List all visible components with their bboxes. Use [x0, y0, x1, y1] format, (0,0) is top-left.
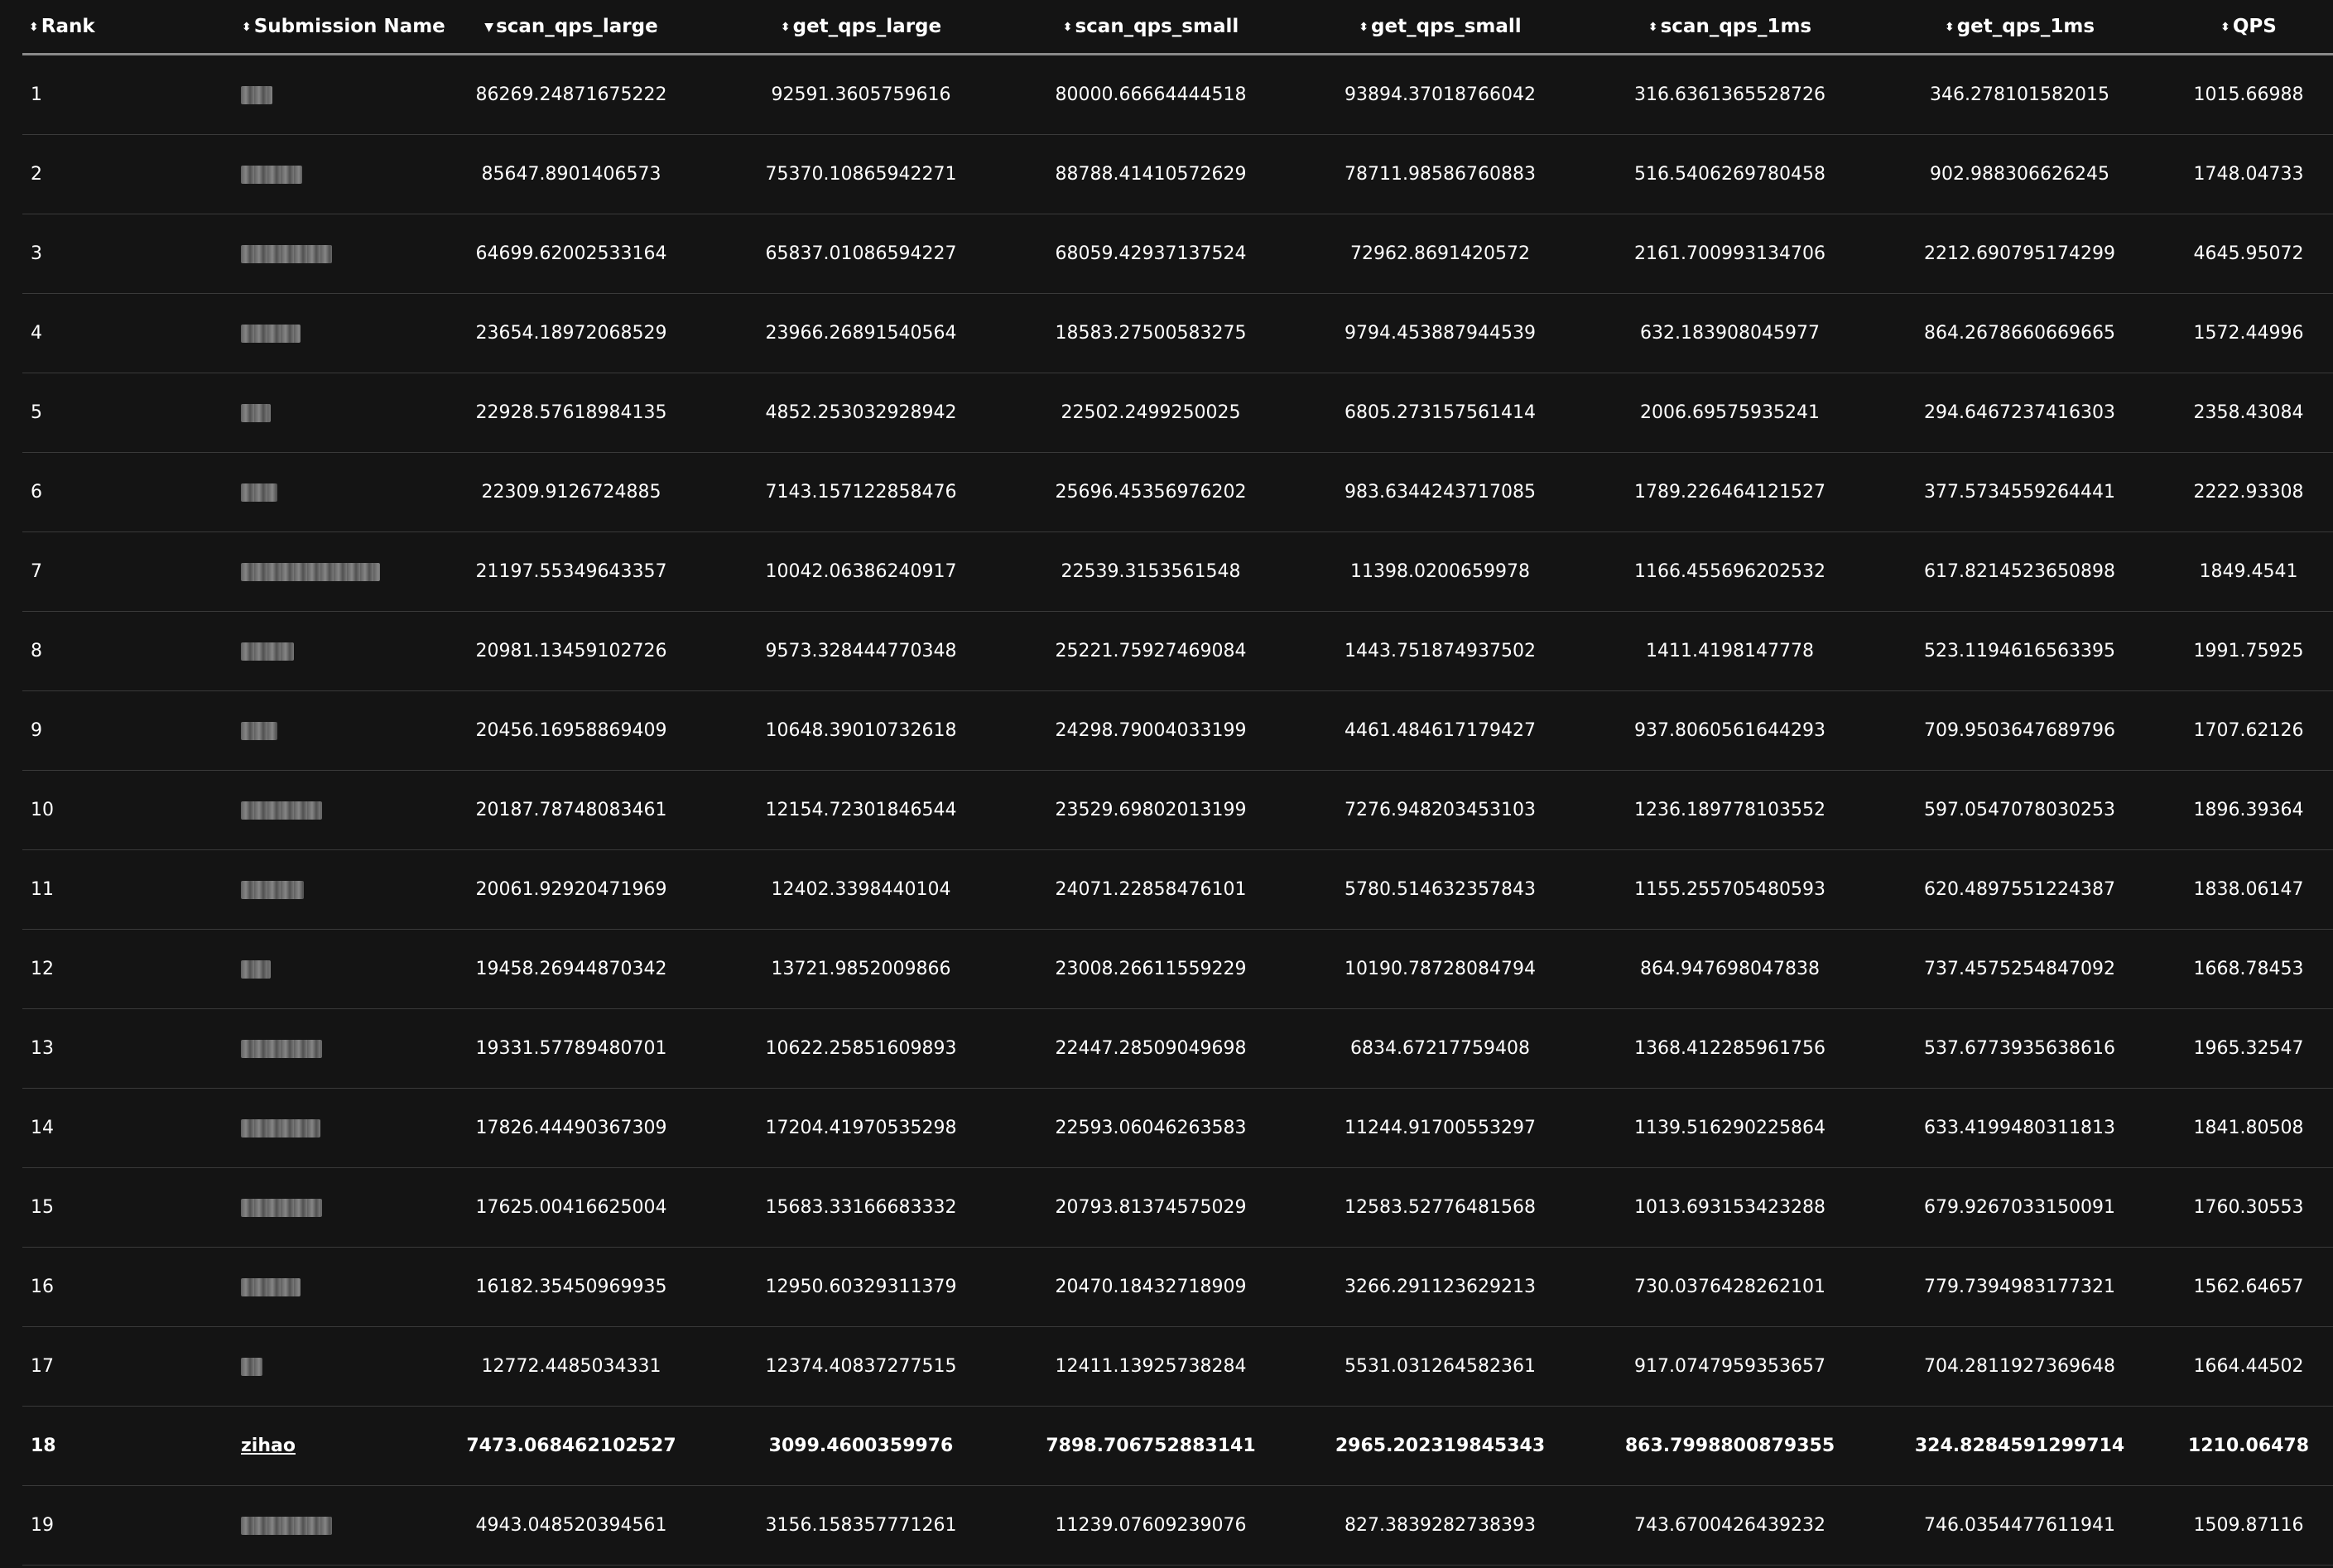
get-qps-1ms-cell: 779.7394983177321 — [1875, 1248, 2164, 1327]
table-row — [22, 55, 2333, 135]
rank-cell: 13 — [22, 1009, 128, 1089]
scan-qps-large-cell: 4943.048520394561 — [426, 1486, 716, 1566]
get-qps-large-cell: 13721.9852009866 — [716, 930, 1006, 1009]
column-header-get-qps-small[interactable] — [1296, 0, 1585, 55]
get-qps-1ms-cell: 679.9267033150091 — [1875, 1168, 2164, 1248]
scan-qps-large-cell: 64699.62002533164 — [426, 214, 716, 294]
get-qps-1ms-cell: 746.0354477611941 — [1875, 1486, 2164, 1566]
scan-qps-1ms-cell: 864.947698047838 — [1585, 930, 1875, 1009]
qps-cell: 1015.66988 — [2164, 55, 2333, 135]
rank-cell: 8 — [22, 612, 128, 691]
rank-cell: 7 — [22, 532, 128, 612]
sort-desc-icon: ▼ — [484, 21, 494, 34]
sort-both-icon: ⬍ — [1648, 21, 1658, 34]
column-header-scan-qps-1ms[interactable] — [1585, 0, 1875, 55]
sort-both-icon: ⬍ — [1359, 21, 1369, 34]
sort-both-icon: ⬍ — [29, 21, 39, 34]
qps-cell: 1664.44502 — [2164, 1327, 2333, 1407]
redacted-name — [241, 404, 271, 422]
scan-qps-1ms-cell: 1013.693153423288 — [1585, 1168, 1875, 1248]
get-qps-1ms-cell: 633.4199480311813 — [1875, 1089, 2164, 1168]
scan-qps-1ms-cell: 2006.69575935241 — [1585, 373, 1875, 453]
get-qps-small-cell: 983.6344243717085 — [1296, 453, 1585, 532]
rank-cell: 1 — [22, 55, 128, 135]
get-qps-small-cell: 827.3839282738393 — [1296, 1486, 1585, 1566]
get-qps-small-cell: 93894.37018766042 — [1296, 55, 1585, 135]
qps-cell: 1965.32547 — [2164, 1009, 2333, 1089]
column-header-get-qps-1ms[interactable] — [1875, 0, 2164, 55]
redacted-name — [241, 1040, 322, 1058]
get-qps-1ms-cell: 537.6773935638616 — [1875, 1009, 2164, 1089]
get-qps-large-cell: 12374.40837277515 — [716, 1327, 1006, 1407]
qps-cell: 1668.78453 — [2164, 930, 2333, 1009]
redacted-name — [241, 563, 380, 581]
get-qps-large-cell: 7143.157122858476 — [716, 453, 1006, 532]
table-row — [22, 214, 2333, 294]
qps-cell: 4645.95072 — [2164, 214, 2333, 294]
sort-both-icon: ⬍ — [780, 21, 791, 34]
scan-qps-small-cell: 23529.69802013199 — [1006, 771, 1296, 850]
get-qps-1ms-cell: 294.6467237416303 — [1875, 373, 2164, 453]
redacted-name — [241, 960, 271, 979]
table-row — [22, 930, 2333, 1009]
column-header-scan-qps-large[interactable] — [426, 0, 716, 55]
scan-qps-1ms-cell: 730.0376428262101 — [1585, 1248, 1875, 1327]
scan-qps-1ms-cell: 516.5406269780458 — [1585, 135, 1875, 214]
scan-qps-small-cell: 24071.22858476101 — [1006, 850, 1296, 930]
scan-qps-1ms-cell: 1166.455696202532 — [1585, 532, 1875, 612]
rank-cell: 10 — [22, 771, 128, 850]
get-qps-large-cell: 75370.10865942271 — [716, 135, 1006, 214]
get-qps-1ms-cell: 597.0547078030253 — [1875, 771, 2164, 850]
get-qps-large-cell: 12950.60329311379 — [716, 1248, 1006, 1327]
redacted-name — [241, 722, 277, 740]
table-row — [22, 612, 2333, 691]
scan-qps-1ms-cell: 1139.516290225864 — [1585, 1089, 1875, 1168]
get-qps-large-cell: 9573.328444770348 — [716, 612, 1006, 691]
rank-cell: 19 — [22, 1486, 128, 1566]
submission-name-cell — [128, 532, 426, 612]
table-row — [22, 691, 2333, 771]
header-row — [22, 0, 2333, 55]
column-header-label: get_qps_1ms — [1956, 16, 2095, 37]
qps-cell: 1707.62126 — [2164, 691, 2333, 771]
column-header-rank[interactable] — [22, 0, 128, 55]
qps-cell: 1896.39364 — [2164, 771, 2333, 850]
sort-both-icon: ⬍ — [2220, 21, 2230, 34]
redacted-name — [241, 801, 322, 820]
scan-qps-small-cell: 24298.79004033199 — [1006, 691, 1296, 771]
qps-cell: 1509.87116 — [2164, 1486, 2333, 1566]
submission-name-cell — [128, 135, 426, 214]
redacted-name — [241, 1278, 301, 1296]
table-row — [22, 1089, 2333, 1168]
get-qps-small-cell: 7276.948203453103 — [1296, 771, 1585, 850]
column-header-scan-qps-small[interactable] — [1006, 0, 1296, 55]
get-qps-1ms-cell: 902.988306626245 — [1875, 135, 2164, 214]
scan-qps-small-cell: 7898.706752883141 — [1006, 1407, 1296, 1486]
redacted-name — [241, 325, 301, 343]
rank-cell: 2 — [22, 135, 128, 214]
submission-name-cell — [128, 1089, 426, 1168]
get-qps-1ms-cell: 704.2811927369648 — [1875, 1327, 2164, 1407]
qps-cell: 1572.44996 — [2164, 294, 2333, 373]
rank-cell: 12 — [22, 930, 128, 1009]
get-qps-1ms-cell: 709.9503647689796 — [1875, 691, 2164, 771]
redacted-name — [241, 881, 304, 899]
sort-both-icon: ⬍ — [1062, 21, 1073, 34]
get-qps-small-cell: 5531.031264582361 — [1296, 1327, 1585, 1407]
column-header-label: get_qps_large — [792, 16, 942, 37]
table-row — [22, 1486, 2333, 1566]
scan-qps-small-cell: 23008.26611559229 — [1006, 930, 1296, 1009]
scan-qps-1ms-cell: 743.6700426439232 — [1585, 1486, 1875, 1566]
scan-qps-large-cell: 17625.00416625004 — [426, 1168, 716, 1248]
qps-cell: 1841.80508 — [2164, 1089, 2333, 1168]
qps-cell: 2358.43084 — [2164, 373, 2333, 453]
scan-qps-large-cell: 22928.57618984135 — [426, 373, 716, 453]
scan-qps-small-cell: 11239.07609239076 — [1006, 1486, 1296, 1566]
scan-qps-small-cell: 22447.28509049698 — [1006, 1009, 1296, 1089]
table-row — [22, 373, 2333, 453]
scan-qps-small-cell: 22539.3153561548 — [1006, 532, 1296, 612]
submission-name-cell — [128, 453, 426, 532]
rank-cell: 9 — [22, 691, 128, 771]
scan-qps-large-cell: 21197.55349643357 — [426, 532, 716, 612]
submission-name-cell — [128, 1168, 426, 1248]
column-header-label: scan_qps_1ms — [1660, 16, 1812, 37]
get-qps-small-cell: 78711.98586760883 — [1296, 135, 1585, 214]
scan-qps-large-cell: 20981.13459102726 — [426, 612, 716, 691]
redacted-name — [241, 1358, 262, 1376]
redacted-name — [241, 1199, 322, 1217]
get-qps-small-cell: 1443.751874937502 — [1296, 612, 1585, 691]
rank-cell: 18 — [22, 1407, 128, 1486]
scan-qps-large-cell: 12772.4485034331 — [426, 1327, 716, 1407]
scan-qps-1ms-cell: 1155.255705480593 — [1585, 850, 1875, 930]
qps-cell: 1760.30553 — [2164, 1168, 2333, 1248]
rank-cell: 14 — [22, 1089, 128, 1168]
submission-link[interactable]: zihao — [241, 1436, 296, 1456]
scan-qps-large-cell: 16182.35450969935 — [426, 1248, 716, 1327]
get-qps-small-cell: 5780.514632357843 — [1296, 850, 1585, 930]
scan-qps-large-cell: 85647.8901406573 — [426, 135, 716, 214]
rank-cell: 16 — [22, 1248, 128, 1327]
get-qps-large-cell: 10648.39010732618 — [716, 691, 1006, 771]
scan-qps-1ms-cell: 1368.412285961756 — [1585, 1009, 1875, 1089]
scan-qps-small-cell: 20470.18432718909 — [1006, 1248, 1296, 1327]
scan-qps-small-cell: 18583.27500583275 — [1006, 294, 1296, 373]
table-row — [22, 1327, 2333, 1407]
table-row — [22, 771, 2333, 850]
qps-cell: 1991.75925 — [2164, 612, 2333, 691]
leaderboard-table — [22, 0, 2333, 1566]
rank-cell: 5 — [22, 373, 128, 453]
submission-name-cell — [128, 691, 426, 771]
get-qps-small-cell: 3266.291123629213 — [1296, 1248, 1585, 1327]
column-header-label: scan_qps_large — [496, 16, 658, 37]
table-row — [22, 1168, 2333, 1248]
redacted-name — [241, 86, 272, 104]
rank-cell: 11 — [22, 850, 128, 930]
column-header-label: QPS — [2232, 16, 2277, 37]
scan-qps-large-cell: 7473.068462102527 — [426, 1407, 716, 1486]
rank-cell: 4 — [22, 294, 128, 373]
scan-qps-1ms-cell: 937.8060561644293 — [1585, 691, 1875, 771]
column-header-name[interactable] — [128, 0, 445, 55]
get-qps-small-cell: 11398.0200659978 — [1296, 532, 1585, 612]
submission-name-cell — [128, 294, 426, 373]
rank-cell: 15 — [22, 1168, 128, 1248]
column-header-get-qps-large[interactable] — [716, 0, 1006, 55]
get-qps-large-cell: 12154.72301846544 — [716, 771, 1006, 850]
scan-qps-1ms-cell: 2161.700993134706 — [1585, 214, 1875, 294]
get-qps-large-cell: 65837.01086594227 — [716, 214, 1006, 294]
scan-qps-1ms-cell: 863.7998800879355 — [1585, 1407, 1875, 1486]
get-qps-1ms-cell: 324.8284591299714 — [1875, 1407, 2164, 1486]
column-header-label: Submission Name — [253, 16, 445, 37]
scan-qps-small-cell: 25221.75927469084 — [1006, 612, 1296, 691]
get-qps-1ms-cell: 737.4575254847092 — [1875, 930, 2164, 1009]
get-qps-small-cell: 9794.453887944539 — [1296, 294, 1585, 373]
scan-qps-small-cell: 80000.66664444518 — [1006, 55, 1296, 135]
scan-qps-small-cell: 22502.2499250025 — [1006, 373, 1296, 453]
scan-qps-large-cell: 17826.44490367309 — [426, 1089, 716, 1168]
table-body — [22, 55, 2333, 1566]
scan-qps-small-cell: 25696.45356976202 — [1006, 453, 1296, 532]
sort-both-icon: ⬍ — [242, 21, 252, 34]
get-qps-large-cell: 12402.3398440104 — [716, 850, 1006, 930]
get-qps-large-cell: 10622.25851609893 — [716, 1009, 1006, 1089]
scan-qps-1ms-cell: 632.183908045977 — [1585, 294, 1875, 373]
scan-qps-large-cell: 23654.18972068529 — [426, 294, 716, 373]
table-row — [22, 1248, 2333, 1327]
scan-qps-1ms-cell: 316.6361365528726 — [1585, 55, 1875, 135]
scan-qps-1ms-cell: 917.0747959353657 — [1585, 1327, 1875, 1407]
rank-cell: 6 — [22, 453, 128, 532]
scan-qps-large-cell: 86269.24871675222 — [426, 55, 716, 135]
qps-cell: 1849.4541 — [2164, 532, 2333, 612]
column-header-qps[interactable] — [2164, 0, 2333, 55]
scan-qps-small-cell: 20793.81374575029 — [1006, 1168, 1296, 1248]
get-qps-large-cell: 10042.06386240917 — [716, 532, 1006, 612]
get-qps-1ms-cell: 377.5734559264441 — [1875, 453, 2164, 532]
get-qps-small-cell: 12583.52776481568 — [1296, 1168, 1585, 1248]
table-row — [22, 453, 2333, 532]
table-row — [22, 294, 2333, 373]
get-qps-small-cell: 2965.202319845343 — [1296, 1407, 1585, 1486]
scan-qps-large-cell: 19458.26944870342 — [426, 930, 716, 1009]
get-qps-1ms-cell: 864.2678660669665 — [1875, 294, 2164, 373]
sort-both-icon: ⬍ — [1944, 21, 1955, 34]
table-row — [22, 135, 2333, 214]
leaderboard — [22, 0, 2333, 1566]
column-header-label: Rank — [41, 16, 95, 37]
get-qps-small-cell: 11244.91700553297 — [1296, 1089, 1585, 1168]
get-qps-small-cell: 6834.67217759408 — [1296, 1009, 1585, 1089]
redacted-name — [241, 1119, 320, 1138]
table-row — [22, 532, 2333, 612]
get-qps-large-cell: 92591.3605759616 — [716, 55, 1006, 135]
scan-qps-small-cell: 22593.06046263583 — [1006, 1089, 1296, 1168]
submission-name-cell — [128, 55, 426, 135]
qps-cell: 1562.64657 — [2164, 1248, 2333, 1327]
table-row — [22, 1009, 2333, 1089]
scan-qps-small-cell: 68059.42937137524 — [1006, 214, 1296, 294]
submission-name-cell — [128, 930, 426, 1009]
qps-cell: 2222.93308 — [2164, 453, 2333, 532]
redacted-name — [241, 642, 294, 661]
qps-cell: 1748.04733 — [2164, 135, 2333, 214]
scan-qps-large-cell: 20187.78748083461 — [426, 771, 716, 850]
get-qps-large-cell: 3099.4600359976 — [716, 1407, 1006, 1486]
redacted-name — [241, 166, 302, 184]
scan-qps-large-cell: 19331.57789480701 — [426, 1009, 716, 1089]
get-qps-small-cell: 72962.8691420572 — [1296, 214, 1585, 294]
get-qps-1ms-cell: 2212.690795174299 — [1875, 214, 2164, 294]
scan-qps-1ms-cell: 1789.226464121527 — [1585, 453, 1875, 532]
redacted-name — [241, 483, 277, 502]
column-header-label: scan_qps_small — [1075, 16, 1239, 37]
get-qps-large-cell: 3156.158357771261 — [716, 1486, 1006, 1566]
rank-cell: 3 — [22, 214, 128, 294]
submission-name-cell — [128, 1248, 426, 1327]
qps-cell: 1210.06478 — [2164, 1407, 2333, 1486]
submission-name-cell — [128, 1009, 426, 1089]
qps-cell: 1838.06147 — [2164, 850, 2333, 930]
scan-qps-large-cell: 20456.16958869409 — [426, 691, 716, 771]
get-qps-large-cell: 17204.41970535298 — [716, 1089, 1006, 1168]
get-qps-1ms-cell: 523.1194616563395 — [1875, 612, 2164, 691]
submission-name-cell — [128, 1486, 426, 1566]
scan-qps-1ms-cell: 1411.4198147778 — [1585, 612, 1875, 691]
get-qps-large-cell: 23966.26891540564 — [716, 294, 1006, 373]
table-row — [22, 850, 2333, 930]
submission-name-cell — [128, 612, 426, 691]
submission-name-cell — [128, 771, 426, 850]
submission-name-cell — [128, 214, 426, 294]
submission-name-cell — [128, 373, 426, 453]
redacted-name — [241, 1517, 332, 1535]
get-qps-1ms-cell: 617.8214523650898 — [1875, 532, 2164, 612]
column-header-label: get_qps_small — [1371, 16, 1522, 37]
get-qps-large-cell: 4852.253032928942 — [716, 373, 1006, 453]
submission-name-cell — [128, 1327, 426, 1407]
rank-cell: 17 — [22, 1327, 128, 1407]
get-qps-1ms-cell: 620.4897551224387 — [1875, 850, 2164, 930]
scan-qps-large-cell: 20061.92920471969 — [426, 850, 716, 930]
get-qps-large-cell: 15683.33166683332 — [716, 1168, 1006, 1248]
get-qps-small-cell: 10190.78728084794 — [1296, 930, 1585, 1009]
submission-name-cell — [128, 1407, 426, 1486]
get-qps-small-cell: 6805.273157561414 — [1296, 373, 1585, 453]
scan-qps-large-cell: 22309.9126724885 — [426, 453, 716, 532]
table-row — [22, 1407, 2333, 1486]
submission-name-cell — [128, 850, 426, 930]
get-qps-1ms-cell: 346.278101582015 — [1875, 55, 2164, 135]
scan-qps-1ms-cell: 1236.189778103552 — [1585, 771, 1875, 850]
scan-qps-small-cell: 88788.41410572629 — [1006, 135, 1296, 214]
redacted-name — [241, 245, 332, 263]
scan-qps-small-cell: 12411.13925738284 — [1006, 1327, 1296, 1407]
get-qps-small-cell: 4461.484617179427 — [1296, 691, 1585, 771]
